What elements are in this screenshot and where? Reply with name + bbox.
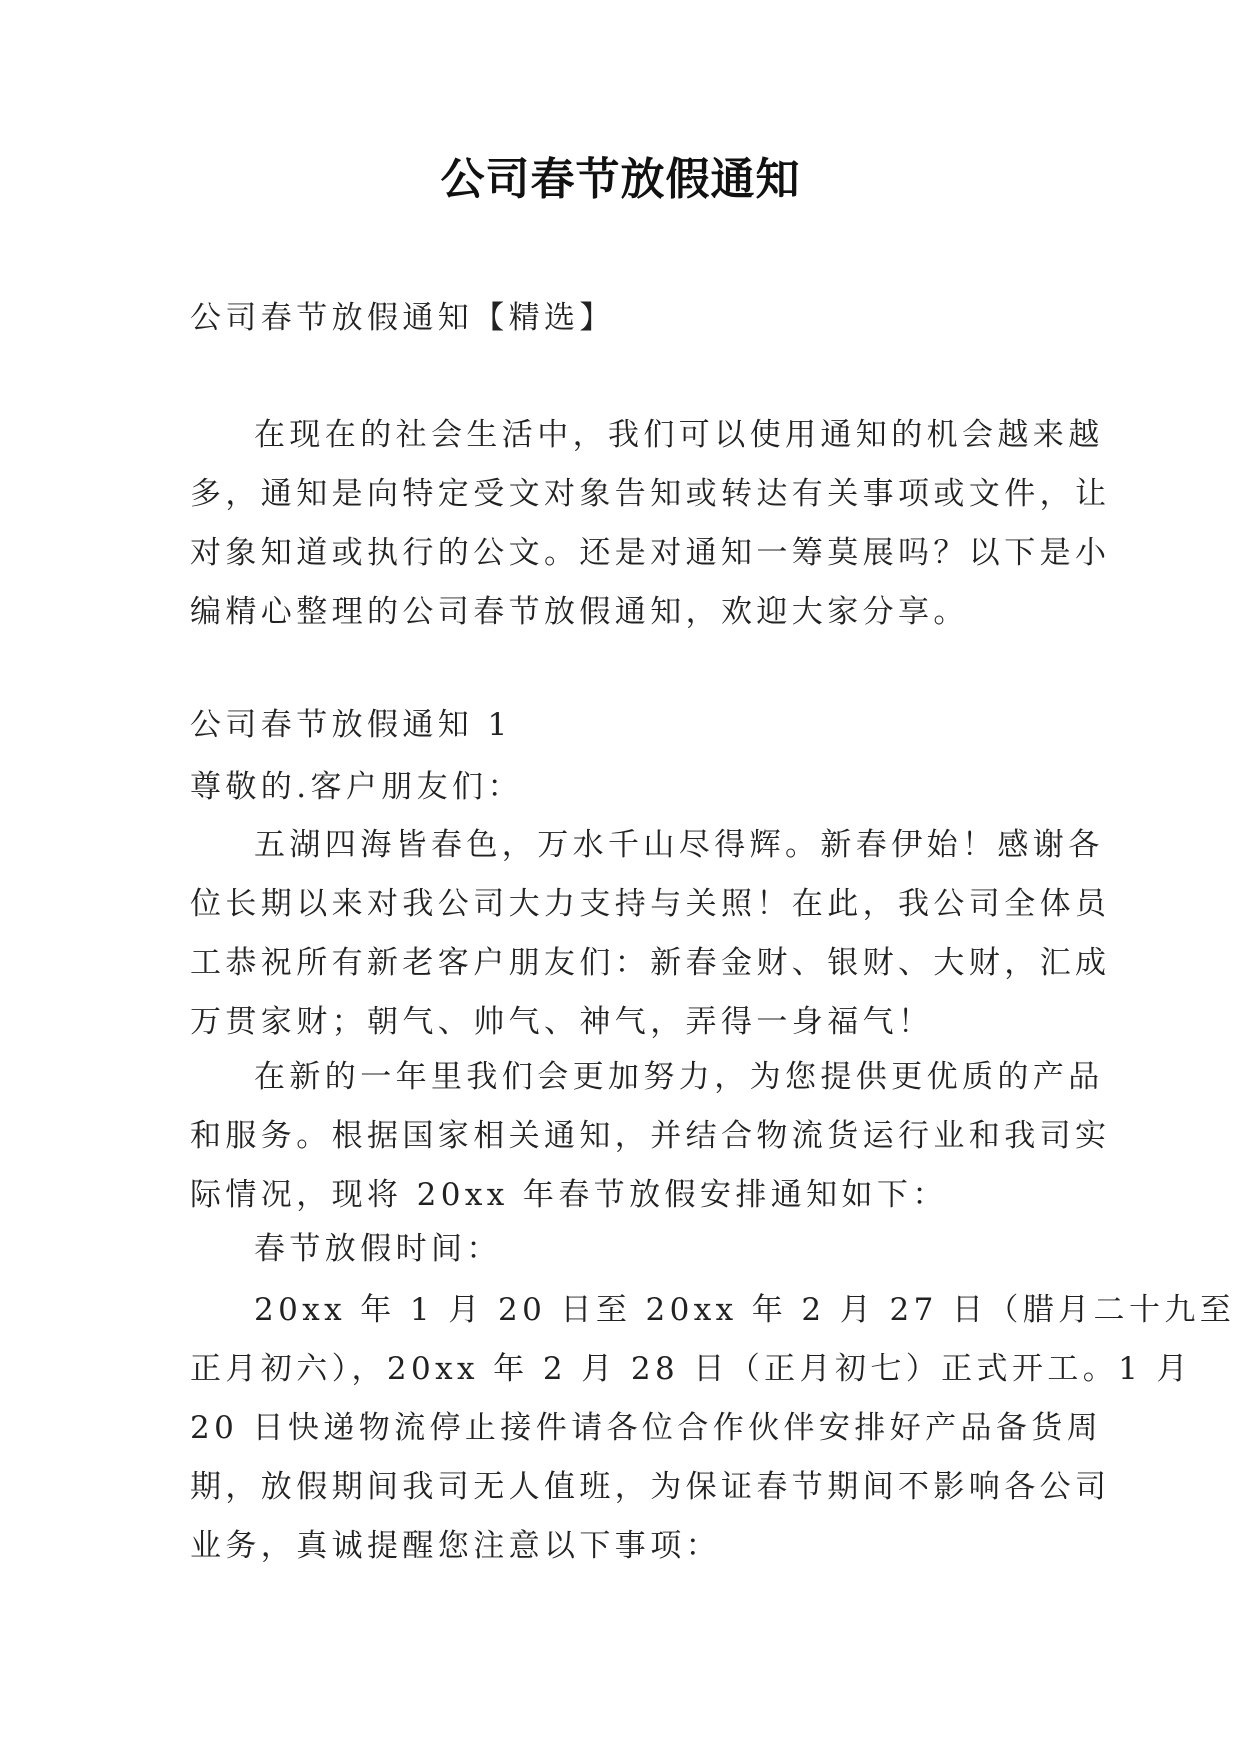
paragraph-line: 五湖四海皆春色，万水千山尽得辉。新春伊始！感谢各 [254,827,1104,863]
paragraph-line: 20 日快递物流停止接件请各位合作伙伴安排好产品备货周 [190,1410,1103,1446]
paragraph-line: 和服务。根据国家相关通知，并结合物流货运行业和我司实 [190,1118,1111,1154]
document-subtitle: 公司春节放假通知【精选】 [190,300,615,336]
paragraph-line: 期，放假期间我司无人值班，为保证春节期间不影响各公司 [190,1469,1111,1505]
document-title: 公司春节放假通知 [440,154,801,205]
intro-line: 对象知道或执行的公文。还是对通知一筹莫展吗？以下是小 [190,535,1111,571]
greeting: 尊敬的.客户朋友们： [190,769,523,805]
paragraph-dates [190,1281,1236,1576]
paragraph-line: 业务，真诚提醒您注意以下事项： [190,1528,721,1564]
paragraph-line: 在新的一年里我们会更加努力，为您提供更优质的产品 [254,1059,1104,1095]
paragraph-wishes [190,816,1111,1052]
paragraph-line: 工恭祝所有新老客户朋友们：新春金财、银财、大财，汇成 [190,945,1111,981]
holiday-label-text: 春节放假时间： [254,1231,502,1267]
paragraph-line: 万贯家财；朝气、帅气、神气，弄得一身福气！ [190,1004,934,1040]
intro-line: 多，通知是向特定受文对象告知或转达有关事项或文件，让 [190,476,1111,512]
intro-line: 在现在的社会生活中，我们可以使用通知的机会越来越 [254,417,1104,453]
paragraph-line: 位长期以来对我公司大力支持与关照！在此，我公司全体员 [190,886,1111,922]
intro-line: 编精心整理的公司春节放假通知，欢迎大家分享。 [190,594,969,630]
paragraph-line: 正月初六），20xx 年 2 月 28 日（正月初七）正式开工。1 月 [190,1351,1192,1387]
holiday-label [190,1220,1050,1279]
paragraph-line: 际情况，现将 20xx 年春节放假安排通知如下： [190,1177,948,1213]
paragraph-arrangement [190,1048,1111,1225]
section-heading: 公司春节放假通知 1 [190,707,512,743]
intro-paragraph [190,406,1111,642]
paragraph-line: 20xx 年 1 月 20 日至 20xx 年 2 月 27 日（腊月二十九至 [254,1292,1236,1328]
